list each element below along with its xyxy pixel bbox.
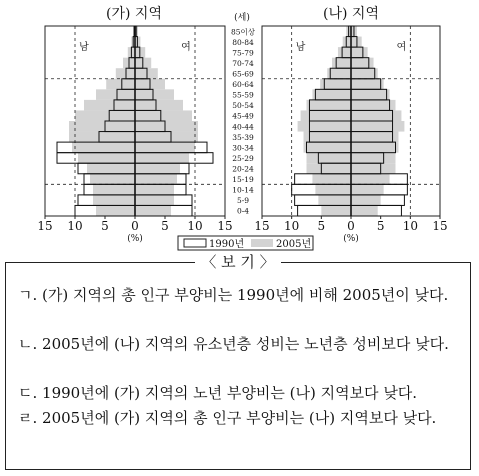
age-label-60-64: 60-64 [232,80,254,90]
bar-2005-female-40-44 [135,121,198,132]
bar-2005-male-40-44 [298,121,351,132]
bar-2005-female-0-4 [135,205,171,216]
bar-2005-female-45-49 [351,110,401,121]
bar-2005-male-10-14 [93,184,135,195]
x-tick-label--5: 5 [317,219,326,233]
bar-2005-female-10-14 [351,184,384,195]
bar-2005-male-45-49 [75,110,135,121]
bar-2005-male-30-34 [72,142,135,153]
male-label-ga: 남 [79,42,89,53]
age-label-55-59: 55-59 [232,90,254,100]
age-label-30-34: 30-34 [232,143,254,153]
bar-2005-male-55-59 [312,89,351,100]
x-tick-label--15: 15 [254,219,270,233]
x-tick-label-5: 5 [376,219,385,233]
bar-2005-male-80-84 [343,37,351,48]
bar-2005-male-20-24 [87,163,135,174]
bar-2005-male-15-19 [90,174,135,185]
age-label-65-69: 65-69 [232,69,254,79]
bar-2005-male-65-69 [327,68,351,79]
age-label-20-24: 20-24 [232,164,254,174]
age-label-0-4: 0-4 [236,206,250,216]
age-label-5-9: 5-9 [236,196,250,206]
bar-2005-male-0-4 [321,205,351,216]
legend [178,236,313,250]
bar-2005-male-35-39 [304,132,351,143]
bar-2005-female-55-59 [351,89,390,100]
age-label-25-29: 25-29 [232,153,254,163]
bar-2005-male-35-39 [69,132,135,143]
legend-swatch-1990 [184,239,206,247]
x-tick-label--15: 15 [37,219,53,233]
bogi-item-c: ㄷ. 1990년에 (가) 지역의 노년 부양비는 (나) 지역보다 낮다. [18,384,418,402]
bar-2005-female-45-49 [135,110,192,121]
pyramid-region-ga [37,5,232,244]
x-tick-label-15: 15 [432,219,448,233]
legend-label-2005: 2005년 [276,239,312,250]
bar-2005-male-10-14 [315,184,351,195]
x-tick-label-5: 5 [161,219,169,233]
age-label-45-49: 45-49 [232,111,254,121]
bar-2005-female-5-9 [351,195,381,206]
bar-2005-female-25-29 [135,153,189,164]
bar-2005-female-5-9 [135,195,174,206]
legend-swatch-2005 [251,239,273,247]
bar-2005-male-0-4 [96,205,135,216]
bar-2005-male-50-54 [84,100,135,111]
bogi-item-b: ㄴ. 2005년에 (나) 지역의 유소년층 성비는 노년층 성비보다 낮다. [18,335,449,353]
title-na: (나) 지역 [323,6,379,22]
age-label-40-44: 40-44 [232,122,254,132]
bar-2005-female-70-74 [351,58,374,69]
bar-2005-male-45-49 [301,110,351,121]
bar-2005-female-55-59 [135,89,174,100]
bar-2005-female-60-64 [351,79,384,90]
pyramid-region-na [254,5,447,244]
x-tick-label--5: 5 [101,219,109,233]
bar-2005-female-35-39 [135,132,198,143]
bar-2005-male-40-44 [69,121,135,132]
age-label-75-79: 75-79 [232,48,254,58]
bar-2005-male-60-64 [106,79,135,90]
bar-2005-female-50-54 [135,100,183,111]
bogi-title: 〈 보 기 〉 [195,253,280,271]
bar-2005-female-30-34 [135,142,195,153]
bar-2005-female-10-14 [135,184,174,195]
age-label-85이상: 85이상 [230,27,256,37]
x-axis-label-na: (%) [343,234,359,244]
title-ga: (가) 지역 [106,6,162,22]
bar-2005-female-35-39 [351,132,398,143]
bar-2005-female-30-34 [351,142,398,153]
bar-2005-male-50-54 [307,100,352,111]
age-label-15-19: 15-19 [232,175,254,185]
bar-2005-male-25-29 [78,153,135,164]
bar-2005-female-75-79 [351,47,368,58]
bar-2005-male-5-9 [93,195,135,206]
bar-2005-male-25-29 [307,153,352,164]
x-tick-label--10: 10 [67,219,83,233]
legend-label-1990: 1990년 [209,239,245,250]
female-label-ga: 여 [181,42,191,53]
age-label-10-14: 10-14 [232,185,254,195]
x-tick-label-0: 0 [131,219,139,233]
female-label-na: 여 [396,42,407,53]
age-label-80-84: 80-84 [232,37,254,47]
bar-2005-male-20-24 [307,163,352,174]
x-axis-label-ga: (%) [127,234,143,244]
bar-2005-female-20-24 [135,163,180,174]
age-label-35-39: 35-39 [232,132,254,142]
x-tick-label--10: 10 [284,219,300,233]
x-tick-label-10: 10 [402,219,418,233]
bar-2005-male-65-69 [116,68,135,79]
bar-2005-female-15-19 [351,174,390,185]
bar-2005-male-15-19 [312,174,351,185]
bogi-item-a: ㄱ. (가) 지역의 총 인구 부양비는 1990년에 비해 2005년이 낮다. [18,286,449,304]
bar-2005-female-80-84 [351,37,362,48]
age-label-70-74: 70-74 [232,58,254,68]
age-axis [231,11,256,216]
age-label-50-54: 50-54 [232,101,254,111]
bar-2005-female-65-69 [135,68,158,79]
bar-2005-female-15-19 [135,174,177,185]
bar-2005-female-25-29 [351,153,396,164]
male-label-na: 남 [295,42,306,53]
bar-2005-male-70-74 [332,58,351,69]
bar-2005-male-30-34 [304,142,351,153]
bar-2005-female-0-4 [351,205,378,216]
bar-2005-female-40-44 [351,121,404,132]
bogi-box [5,253,471,470]
bar-2005-male-55-59 [96,89,135,100]
bar-2005-female-50-54 [351,100,396,111]
bar-2005-female-20-24 [351,163,396,174]
bogi-item-d: ㄹ. 2005년에 (가) 지역의 총 인구 부양비는 (나) 지역보다 낮다. [18,409,437,427]
bar-2005-male-75-79 [338,47,351,58]
bar-2005-female-65-69 [351,68,378,79]
age-unit-label: (세) [234,13,250,23]
bar-2005-male-5-9 [318,195,351,206]
x-tick-label-15: 15 [217,219,233,233]
x-tick-label-10: 10 [187,219,203,233]
x-tick-label-0: 0 [347,219,355,233]
